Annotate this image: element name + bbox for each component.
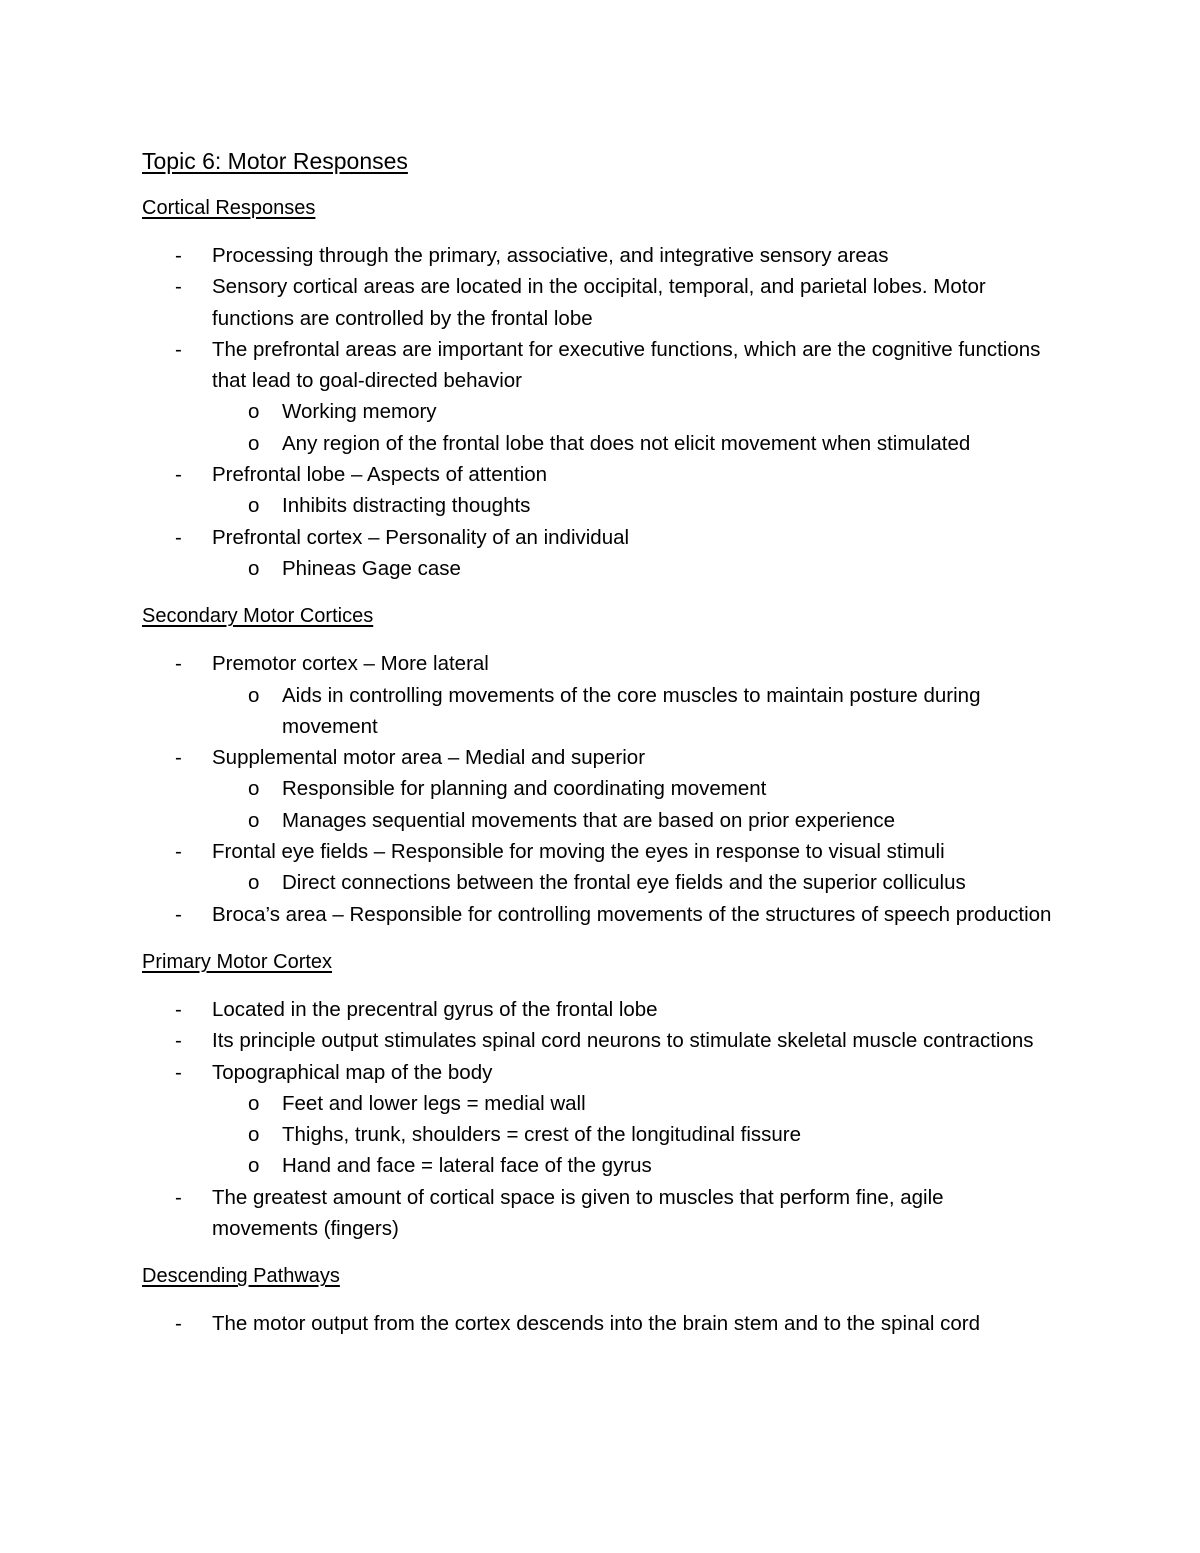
list-item xyxy=(142,240,1052,271)
list-item-text: The greatest amount of cortical space is given to muscles that perform fine, agile movements (fingers) xyxy=(212,1185,944,1241)
circle-bullet-icon: o xyxy=(248,494,260,518)
list-item-text: Prefrontal lobe – Aspects of attention xyxy=(212,463,548,487)
sub-list-item-text: Aids in controlling movements of the core muscles to maintain posture during movement xyxy=(282,683,981,738)
sub-list-item xyxy=(142,773,1052,804)
sub-list-item-text: Feet and lower legs = medial wall xyxy=(282,1091,586,1115)
list-item xyxy=(142,1025,1052,1056)
list-item-text: Its principle output stimulates spinal cord neurons to stimulate skeletal muscle contractions xyxy=(212,1029,1034,1053)
dash-marker: - xyxy=(175,1060,182,1084)
list-item xyxy=(142,994,1052,1025)
list-item-text: Located in the precentral gyrus of the frontal lobe xyxy=(212,997,658,1021)
sub-list-item xyxy=(142,553,1052,584)
dash-marker: - xyxy=(175,652,182,676)
dash-marker: - xyxy=(175,275,182,299)
dash-marker: - xyxy=(175,525,182,549)
dash-marker: - xyxy=(175,1312,182,1336)
bullet-list xyxy=(142,1308,1052,1339)
dash-marker: - xyxy=(175,840,182,864)
circle-bullet-icon: o xyxy=(248,431,260,455)
list-item xyxy=(142,334,1052,397)
list-item xyxy=(142,1057,1052,1088)
sub-list-item xyxy=(142,490,1052,521)
list-item xyxy=(142,899,1052,930)
list-item-text: Broca’s area – Responsible for controlling movements of the structures of speech production xyxy=(212,902,1052,926)
list-item-text: Topographical map of the body xyxy=(212,1060,493,1084)
section-heading: Cortical Responses xyxy=(142,197,316,219)
dash-marker: - xyxy=(175,1185,182,1209)
dash-marker: - xyxy=(175,1029,182,1053)
sections-container xyxy=(142,194,1052,1340)
sub-list-item xyxy=(142,428,1052,459)
sub-list-item-text: Hand and face = lateral face of the gyrus xyxy=(282,1154,652,1178)
list-item-text: Sensory cortical areas are located in the occipital, temporal, and parietal lobes. Motor functions are controlled by the frontal lobe xyxy=(212,275,986,330)
sub-list-item-text: Responsible for planning and coordinating movement xyxy=(282,777,767,801)
sub-list-item-text: Direct connections between the frontal eye fields and the superior colliculus xyxy=(282,871,966,895)
dash-marker: - xyxy=(175,902,182,926)
dash-marker: - xyxy=(175,997,182,1021)
list-item-text: Processing through the primary, associative, and integrative sensory areas xyxy=(212,244,889,267)
list-item xyxy=(142,648,1052,679)
sub-list-item xyxy=(142,1119,1052,1150)
sub-list-item xyxy=(142,805,1052,836)
list-item xyxy=(142,459,1052,490)
section-heading: Descending Pathways xyxy=(142,1265,340,1288)
sub-list-item-text: Manages sequential movements that are based on prior experience xyxy=(282,808,896,832)
sub-list-item-text: Thighs, trunk, shoulders = crest of the longitudinal fissure xyxy=(282,1123,802,1147)
circle-bullet-icon: o xyxy=(248,556,260,580)
sub-list-item-text: Phineas Gage case xyxy=(282,556,461,580)
sub-list-item xyxy=(142,1150,1052,1181)
document-page xyxy=(142,146,1052,1340)
dash-marker: - xyxy=(175,463,182,487)
circle-bullet-icon: o xyxy=(248,1123,260,1147)
circle-bullet-icon: o xyxy=(248,683,260,707)
dash-marker: - xyxy=(175,746,182,770)
list-item-text: Premotor cortex – More lateral xyxy=(212,652,489,676)
sub-list-item-text: Any region of the frontal lobe that does not elicit movement when stimulated xyxy=(282,431,971,455)
bullet-list xyxy=(142,994,1052,1244)
list-item-text: Supplemental motor area – Medial and superior xyxy=(212,746,646,770)
circle-bullet-icon: o xyxy=(248,808,260,832)
sub-list-item-text: Inhibits distracting thoughts xyxy=(282,494,531,518)
sub-list-item xyxy=(142,1088,1052,1119)
list-item xyxy=(142,522,1052,553)
list-item-text: The prefrontal areas are important for executive functions, which are the cognitive functions that lead to goal-directed behavior xyxy=(212,337,1041,393)
sub-list-item-text: Working memory xyxy=(282,400,437,424)
dash-marker: - xyxy=(175,244,182,267)
circle-bullet-icon: o xyxy=(248,777,260,801)
list-item xyxy=(142,271,1052,334)
page-title: Topic 6: Motor Responses xyxy=(142,148,408,174)
bullet-list xyxy=(142,648,1052,930)
sub-list-item xyxy=(142,867,1052,898)
list-item-text: Frontal eye fields – Responsible for moving the eyes in response to visual stimuli xyxy=(212,840,945,864)
list-item xyxy=(142,1308,1052,1339)
section-heading: Primary Motor Cortex xyxy=(142,950,333,973)
dash-marker: - xyxy=(175,337,182,361)
circle-bullet-icon: o xyxy=(248,1091,260,1115)
sub-list-item xyxy=(142,396,1052,427)
sub-list-item xyxy=(142,680,1052,743)
circle-bullet-icon: o xyxy=(248,400,260,424)
bullet-list xyxy=(142,240,1052,584)
circle-bullet-icon: o xyxy=(248,871,260,895)
list-item xyxy=(142,1182,1052,1245)
section-heading: Secondary Motor Cortices xyxy=(142,605,374,628)
list-item-text: Prefrontal cortex – Personality of an individual xyxy=(212,525,630,549)
list-item xyxy=(142,742,1052,773)
circle-bullet-icon: o xyxy=(248,1154,260,1178)
list-item xyxy=(142,836,1052,867)
list-item-text: The motor output from the cortex descends into the brain stem and to the spinal cord xyxy=(212,1312,981,1336)
